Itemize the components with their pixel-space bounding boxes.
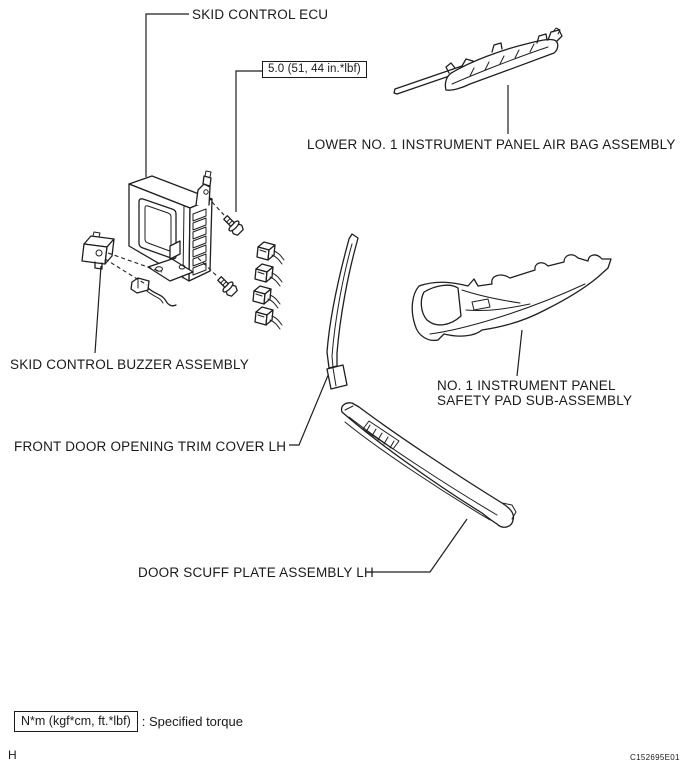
safety-pad-drawing xyxy=(412,255,611,341)
pigtail-connector-drawing xyxy=(131,278,176,306)
airbag-assembly-label: LOWER NO. 1 INSTRUMENT PANEL AIR BAG ASSEMBLY xyxy=(307,137,676,152)
airbag-assembly-drawing xyxy=(394,28,562,94)
torque-legend xyxy=(14,711,243,732)
trim-cover-label: FRONT DOOR OPENING TRIM COVER LH xyxy=(14,439,287,454)
skid-control-ecu-label: SKID CONTROL ECU xyxy=(192,7,329,22)
wire-connector-drawing xyxy=(255,264,282,286)
wire-connector-drawing xyxy=(255,307,282,329)
safety-pad-label-line2: SAFETY PAD SUB-ASSEMBLY xyxy=(437,393,633,408)
leader-line-skid-control-ecu xyxy=(146,14,189,177)
scuff-plate-drawing xyxy=(342,403,516,527)
ecu-top-bracket xyxy=(196,171,211,205)
page-marker: H xyxy=(8,748,17,762)
safety-pad-label-line1: NO. 1 INSTRUMENT PANEL xyxy=(437,378,616,393)
skid-control-ecu-drawing xyxy=(129,171,212,306)
torque-symbol-box: N*m (kgf*cm, ft.*lbf) xyxy=(14,711,138,732)
safety-pad-label xyxy=(437,378,632,408)
leader-line-trim-cover xyxy=(289,373,329,445)
leader-line-torque-spec xyxy=(236,71,263,212)
leader-line-buzzer xyxy=(95,266,101,353)
torque-spec-box: 5.0 (51, 44 in.*lbf) xyxy=(262,61,367,78)
scuff-plate-label: DOOR SCUFF PLATE ASSEMBLY LH xyxy=(138,565,374,580)
wire-connector-drawing xyxy=(253,286,280,308)
bolt-icon xyxy=(215,274,239,298)
buzzer-assembly-label: SKID CONTROL BUZZER ASSEMBLY xyxy=(10,357,249,372)
trim-cover-drawing xyxy=(327,234,358,389)
torque-legend-description: : Specified torque xyxy=(141,714,243,729)
bolt-alignment-dash-1 xyxy=(212,202,224,215)
leader-line-scuff-plate xyxy=(367,519,467,572)
figure-code: C152695E01 xyxy=(630,753,680,762)
bolt-icon xyxy=(221,213,245,237)
leader-line-safety-pad xyxy=(517,330,522,376)
wire-connector-drawing xyxy=(257,242,284,264)
